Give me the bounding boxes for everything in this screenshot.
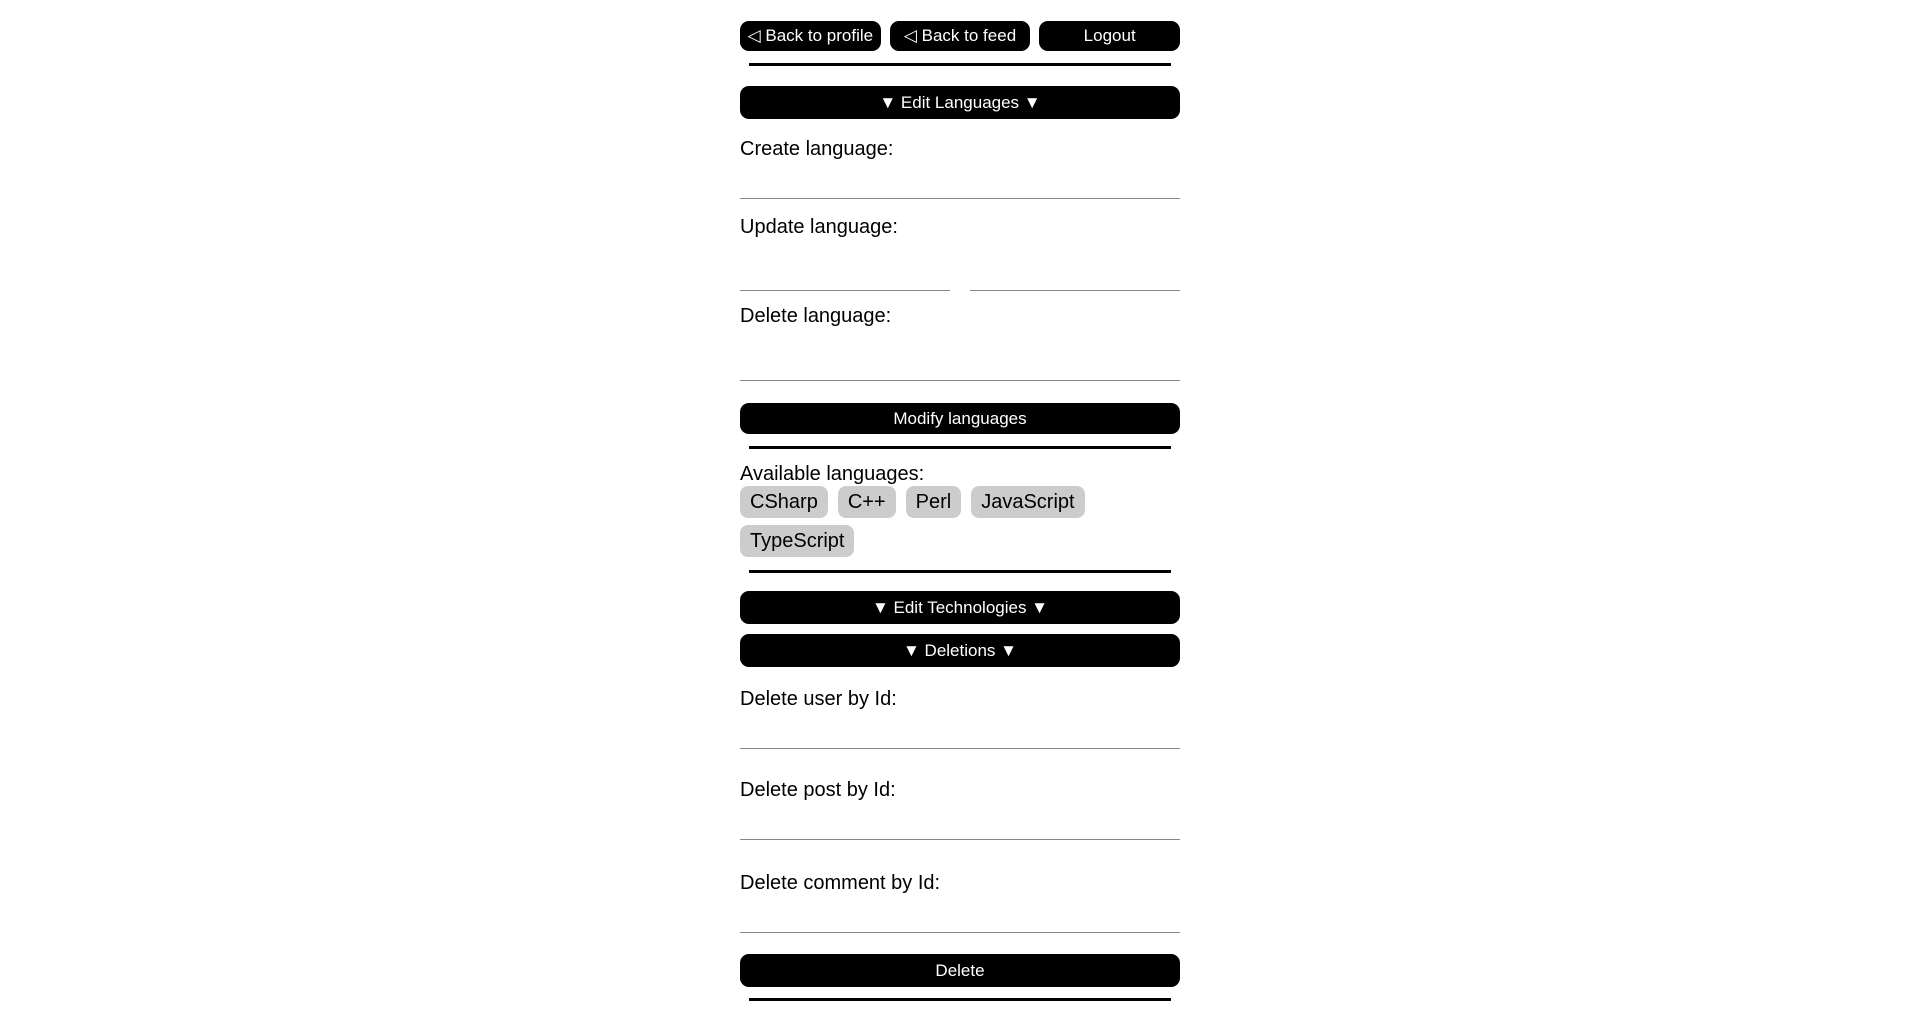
available-languages-label: Available languages: <box>740 463 925 485</box>
delete-post-label: Delete post by Id: <box>740 779 896 801</box>
available-languages-list <box>740 486 1180 557</box>
logout-button[interactable]: Logout <box>1039 21 1180 51</box>
update-language-name-input[interactable] <box>970 252 1180 291</box>
delete-comment-label: Delete comment by Id: <box>740 872 941 894</box>
language-tag: CSharp <box>740 486 828 518</box>
language-tag: TypeScript <box>740 525 854 557</box>
delete-user-label: Delete user by Id: <box>740 688 897 710</box>
modify-languages-button[interactable]: Modify languages <box>740 403 1180 434</box>
edit-technologies-toggle-button[interactable]: ▼ Edit Technologies ▼ <box>740 591 1180 624</box>
edit-languages-toggle-button[interactable]: ▼ Edit Languages ▼ <box>740 86 1180 119</box>
delete-user-id-input[interactable] <box>740 710 1180 749</box>
back-to-profile-button[interactable]: ◁ Back to profile <box>740 21 881 51</box>
update-language-id-input[interactable] <box>740 252 950 291</box>
language-tag: Perl <box>906 486 962 518</box>
create-language-input[interactable] <box>740 160 1180 199</box>
delete-post-id-input[interactable] <box>740 801 1180 840</box>
top-navigation <box>740 21 1180 51</box>
back-to-feed-button[interactable]: ◁ Back to feed <box>890 21 1031 51</box>
delete-language-label: Delete language: <box>740 305 892 327</box>
update-language-label: Update language: <box>740 216 898 238</box>
delete-button[interactable]: Delete <box>740 954 1180 987</box>
section-divider <box>749 570 1171 573</box>
language-tag: C++ <box>838 486 896 518</box>
delete-language-input[interactable] <box>740 342 1180 381</box>
section-divider <box>749 63 1171 66</box>
section-divider <box>749 998 1171 1001</box>
update-language-row <box>740 252 1180 291</box>
section-divider <box>749 446 1171 449</box>
delete-comment-id-input[interactable] <box>740 894 1180 933</box>
language-tag: JavaScript <box>971 486 1084 518</box>
create-language-label: Create language: <box>740 138 894 160</box>
deletions-toggle-button[interactable]: ▼ Deletions ▼ <box>740 634 1180 667</box>
admin-panel-column <box>740 0 1180 1001</box>
